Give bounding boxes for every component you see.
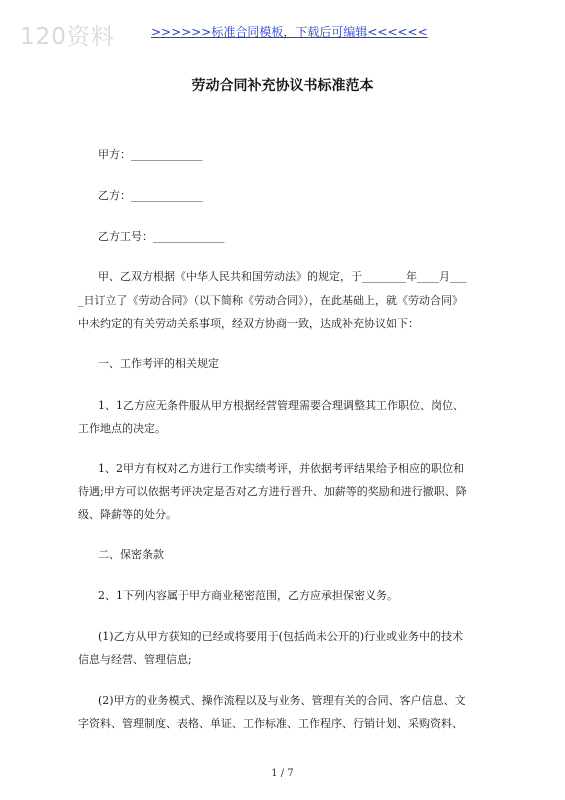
intro-line: 中未约定的有关劳动关系事项，经双方协商一致，达成补充协议如下： bbox=[78, 317, 419, 330]
party-a-field: 甲方：_____________ bbox=[98, 148, 203, 161]
clause-2-1-line: 2、1下列内容属于甲方商业秘密范围，乙方应承担保密义务。 bbox=[98, 589, 398, 602]
clause-1-2-line: 待遇;甲方可以依据考评决定是否对乙方进行晋升、加薪等的奖励和进行撤职、降 bbox=[78, 485, 467, 498]
section-1-heading: 一、工作考评的相关规定 bbox=[98, 357, 219, 370]
party-b-field: 乙方：_____________ bbox=[98, 189, 203, 202]
clause-1-1-line: 1、1乙方应无条件服从甲方根据经营管理需要合理调整其工作职位、岗位、 bbox=[98, 399, 464, 412]
item-1-line: 信息与经营、管理信息; bbox=[78, 653, 192, 666]
template-download-link[interactable]: >>>>>>标准合同模板，下载后可编辑<<<<<< bbox=[151, 25, 428, 39]
document-title: 劳动合同补充协议书标准范本 bbox=[191, 78, 374, 94]
item-2-line: 字资料、管理制度、表格、单证、工作标准、工作程序、行销计划、采购资料、 bbox=[78, 717, 463, 730]
page-number: 1 / 7 bbox=[271, 768, 294, 779]
clause-1-1-line: 工作地点的决定。 bbox=[78, 422, 166, 435]
clause-1-2-line: 级、降薪等的处分。 bbox=[78, 508, 177, 521]
item-2-line: (2)甲方的业务模式、操作流程以及与业务、管理有关的合同、客户信息、文 bbox=[98, 694, 466, 707]
clause-1-2-line: 1、2甲方有权对乙方进行工作实绩考评，并依据考评结果给予相应的职位和 bbox=[98, 462, 464, 475]
section-2-heading: 二、保密条款 bbox=[98, 548, 164, 561]
item-1-line: (1)乙方从甲方获知的已经或将要用于(包括尚未公开的)行业或业务中的技术 bbox=[98, 630, 464, 643]
intro-line: _日订立了《劳动合同》（以下简称《劳动合同》），在此基础上，就《劳动合同》 bbox=[78, 294, 463, 307]
intro-line: 甲、乙双方根据《中华人民共和国劳动法》的规定，于________年____月___ bbox=[98, 270, 467, 283]
watermark-logo: 120资料 bbox=[20, 24, 115, 50]
party-b-id-field: 乙方工号：_____________ bbox=[98, 230, 225, 243]
